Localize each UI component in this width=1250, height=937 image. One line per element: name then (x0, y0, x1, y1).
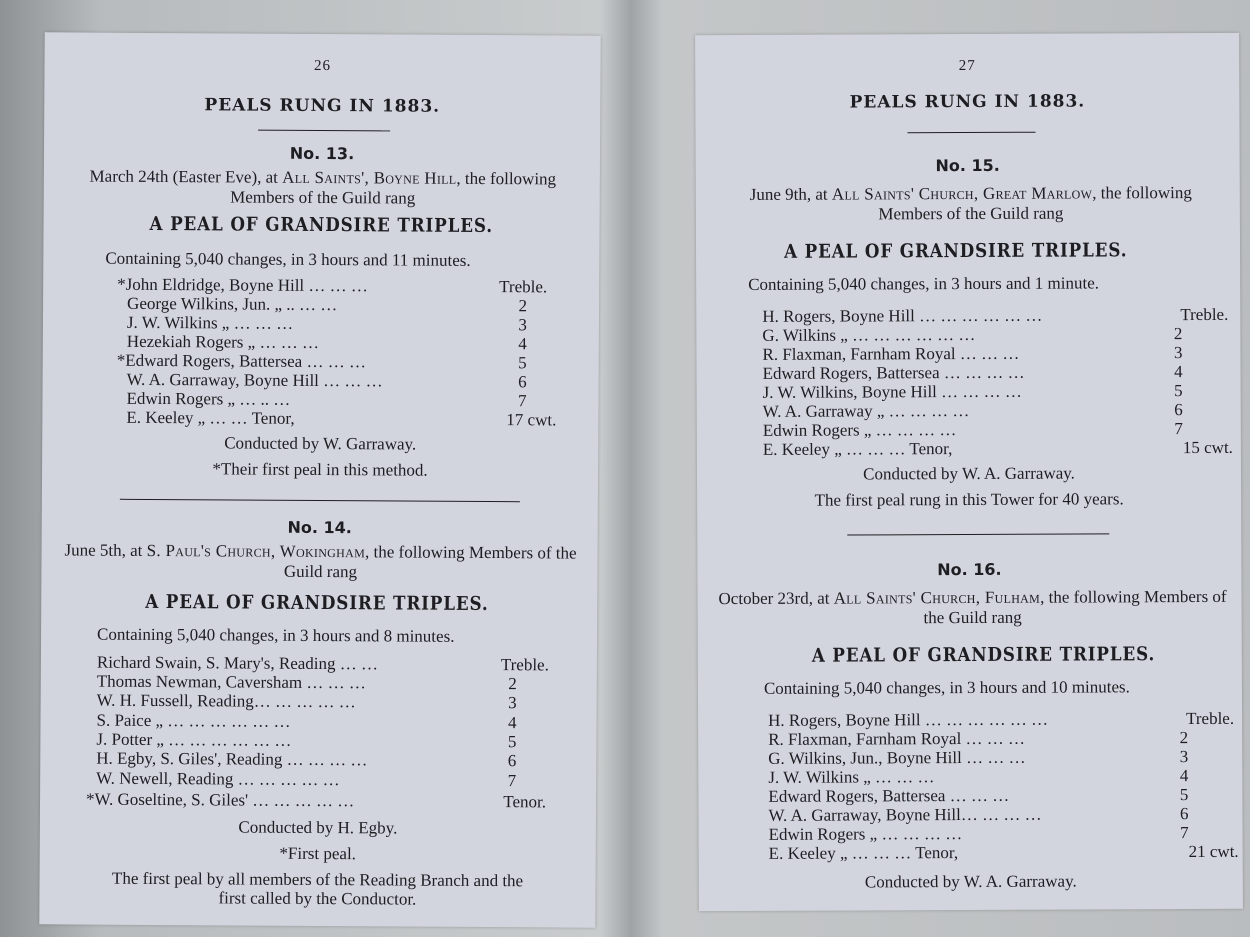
conductor-line: Conducted by W. A. Garraway. (864, 871, 1077, 892)
peal-note: *First peal. (279, 843, 357, 864)
ringer-row: G. Wilkins, Jun., Boyne Hill … … … 3 (768, 747, 1189, 768)
ringer-row: Edwin Rogers „ … … … … 7 (768, 823, 1189, 844)
page-number: 26 (313, 57, 332, 75)
peal-title: A PEAL OF GRANDSIRE TRIPLES. (783, 239, 1128, 263)
intro-text: March 24th (Easter Eve), at (89, 166, 283, 187)
ringer-row: W. A. Garraway, Boyne Hill … … … 6 (126, 369, 527, 392)
ringer-row: J. Potter „ … … … … … … 5 (96, 729, 517, 752)
intro-place: All Saints' Church, Fulham (833, 587, 1041, 608)
ringer-row: G. Wilkins „ … … … … … … 2 (762, 324, 1183, 345)
peal-intro (55, 540, 585, 583)
peal-intro (716, 587, 1230, 629)
peal-number: No. 14. (287, 517, 352, 538)
section-divider (120, 499, 520, 502)
intro-place: All Saints', Boyne Hill (282, 167, 457, 188)
footer-note: The first peal by all members of the Reading Branch and the (111, 868, 524, 891)
left-page (39, 32, 600, 927)
ringer-row: George Wilkins, Jun. „ .. … … 2 (127, 293, 528, 316)
peal-note: *Their first peal in this method. (212, 459, 428, 480)
peal-number: No. 16. (937, 559, 1002, 580)
ringer-row: H. Rogers, Boyne Hill … … … … … … Treble. (768, 708, 1235, 730)
intro-text: , the following Members of the Guild rang (923, 586, 1227, 628)
heading-rule (258, 130, 390, 132)
ringer-row: H. Rogers, Boyne Hill … … … … … … Treble. (762, 304, 1229, 326)
ringer-row: *Edward Rogers, Battersea … … … 5 (116, 350, 527, 373)
conductor-line: Conducted by W. Garraway. (224, 433, 417, 454)
ringer-row: E. Keeley „ … … Tenor, 17 cwt. (126, 407, 557, 430)
ringer-row: Edward Rogers, Battersea … … … … 4 (762, 362, 1183, 383)
conductor-line: Conducted by H. Egby. (238, 817, 398, 838)
ringer-row: R. Flaxman, Farnham Royal … … … 2 (768, 728, 1189, 749)
intro-text: , the following Members of the Guild rang (230, 168, 557, 208)
peal-number: No. 15. (935, 155, 1000, 176)
ringer-row: R. Flaxman, Farnham Royal … … … 3 (762, 343, 1183, 364)
peal-containing: Containing 5,040 changes, in 3 hours and 8 minutes. (96, 624, 455, 646)
ringer-row: S. Paice „ … … … … … … 4 (96, 710, 517, 733)
ringer-row: E. Keeley „ … … … Tenor, 21 cwt. (768, 841, 1239, 863)
page-number: 27 (958, 57, 976, 75)
ringer-row: J. W. Wilkins, Boyne Hill … … … … 5 (762, 381, 1183, 402)
peal-intro (716, 183, 1226, 225)
peal-containing: Containing 5,040 changes, in 3 hours and 10 minutes. (763, 677, 1130, 698)
ringer-row: Richard Swain, S. Mary's, Reading … … Treble. (96, 652, 549, 675)
peal-containing: Containing 5,040 changes, in 3 hours and 11 minutes. (105, 248, 471, 270)
page-heading: PEALS RUNG IN 1883. (204, 95, 441, 117)
intro-text: June 9th, at (749, 184, 832, 204)
peal-containing: Containing 5,040 changes, in 3 hours and 1 minute. (748, 273, 1100, 294)
intro-text: , the following Members of the Guild rang (878, 183, 1192, 224)
section-divider (847, 533, 1109, 535)
ringer-row: W. A. Garraway „ … … … … 6 (762, 400, 1183, 421)
conductor-line: Conducted by W. A. Garraway. (863, 463, 1075, 484)
ringer-row: W. Newell, Reading … … … … … 7 (96, 768, 517, 791)
right-page (695, 33, 1243, 911)
peal-intro (68, 166, 578, 209)
ringer-row: Edwin Rogers „ … … … … 7 (762, 419, 1183, 440)
intro-place: All Saints' Church, Great Marlow (831, 183, 1093, 204)
heading-rule (908, 132, 1036, 134)
ringer-row: J. W. Wilkins „ … … … 3 (126, 312, 528, 335)
ringer-row: J. W. Wilkins „ … … … 4 (768, 766, 1189, 787)
ringer-row: *John Eldridge, Boyne Hill … … … Treble. (117, 274, 548, 297)
intro-text: June 5th, at (64, 540, 147, 560)
ringer-row: Edward Rogers, Battersea … … … 5 (768, 785, 1189, 806)
intro-text: , the following Members of the Guild rang (283, 542, 577, 582)
page-heading: PEALS RUNG IN 1883. (849, 91, 1086, 113)
ringer-row: *W. Goseltine, S. Giles' … … … … … Tenor. (85, 789, 547, 812)
peal-number: No. 13. (289, 143, 355, 164)
intro-text: October 23rd, at (718, 588, 834, 609)
ringer-row: Hezekiah Rogers „ … … … 4 (126, 331, 527, 354)
ringer-row: H. Egby, S. Giles', Reading … … … … 6 (96, 748, 517, 771)
ringer-row: W. A. Garraway, Boyne Hill… … … … 6 (768, 804, 1189, 825)
peal-title: A PEAL OF GRANDSIRE TRIPLES. (145, 590, 489, 616)
ringer-row: W. H. Fussell, Reading… … … … … 3 (96, 690, 517, 713)
ringer-row: Edwin Rogers „ … .. … 7 (126, 388, 527, 411)
peal-note: The first peal rung in this Tower for 40 years. (814, 489, 1124, 510)
footer-note: first called by the Conductor. (218, 888, 417, 909)
ringer-row: Thomas Newman, Caversham … … … 2 (96, 671, 517, 694)
peal-title: A PEAL OF GRANDSIRE TRIPLES. (811, 643, 1156, 667)
peal-title: A PEAL OF GRANDSIRE TRIPLES. (149, 212, 494, 238)
ringer-row: E. Keeley „ … … … Tenor, 15 cwt. (762, 437, 1233, 459)
intro-place: S. Paul's Church, Wokingham (146, 540, 366, 562)
